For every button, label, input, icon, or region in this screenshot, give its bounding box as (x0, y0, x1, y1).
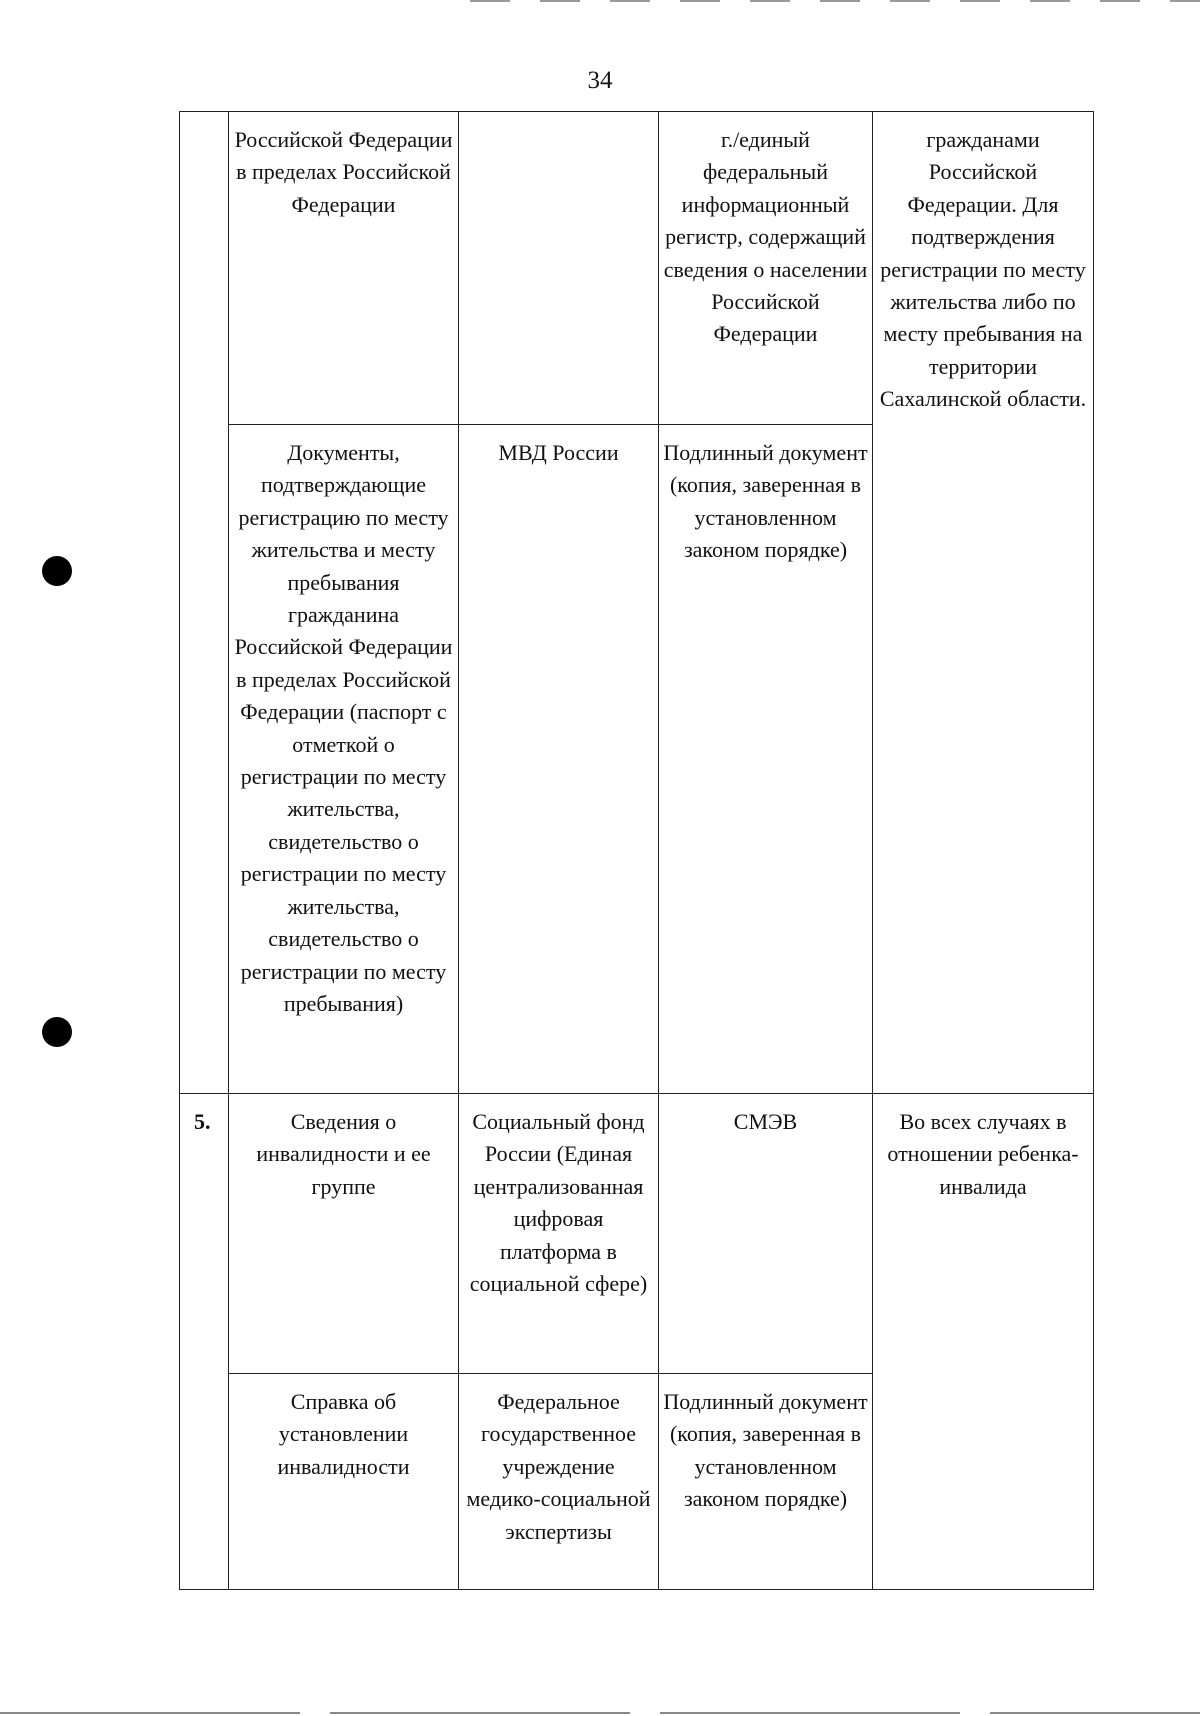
row-number-cell (180, 112, 229, 1094)
table-row (180, 112, 1094, 425)
note-cell: гражданами Российской Федерации. Для подтверждения регистрации по месту жительства либо по месту пребывания на территории Сахалинской области. (873, 112, 1094, 1094)
method-cell: СМЭВ (659, 1094, 873, 1374)
row-number-cell: 5. (180, 1094, 229, 1590)
binder-hole-mark (42, 556, 72, 586)
documents-table (179, 111, 1094, 1590)
scan-edge-top (470, 0, 1200, 2)
agency-cell: Федеральное государственное учреждение медико-социальной экспертизы (459, 1374, 659, 1590)
document-cell: Российской Федерации в пределах Российской Федерации (229, 112, 459, 425)
table-row (180, 1094, 1094, 1374)
document-cell: Документы, подтверждающие регистрацию по месту жительства и месту пребывания гражданина Российской Федерации в пределах Российской Федерации (паспорт с отметкой о регистрации по месту жительства, свидетельство о регистрации по месту жительства, свидетельство о регистрации по месту пребывания) (229, 425, 459, 1094)
method-cell: Подлинный документ (копия, заверенная в установленном законом порядке) (659, 425, 873, 1094)
document-cell: Справка об установлении инвалидности (229, 1374, 459, 1590)
note-cell: Во всех случаях в отношении ребенка-инвалида (873, 1094, 1094, 1590)
page-number: 34 (587, 67, 613, 94)
scan-edge-bottom (0, 1712, 1200, 1714)
document-cell: Сведения о инвалидности и ее группе (229, 1094, 459, 1374)
agency-cell (459, 112, 659, 425)
agency-cell: МВД России (459, 425, 659, 1094)
agency-cell: Социальный фонд России (Единая централизованная цифровая платформа в социальной сфере) (459, 1094, 659, 1374)
binder-hole-mark (42, 1017, 72, 1047)
method-cell: г./единый федеральный информационный регистр, содержащий сведения о населении Российской Федерации (659, 112, 873, 425)
method-cell: Подлинный документ (копия, заверенная в установленном законом порядке) (659, 1374, 873, 1590)
